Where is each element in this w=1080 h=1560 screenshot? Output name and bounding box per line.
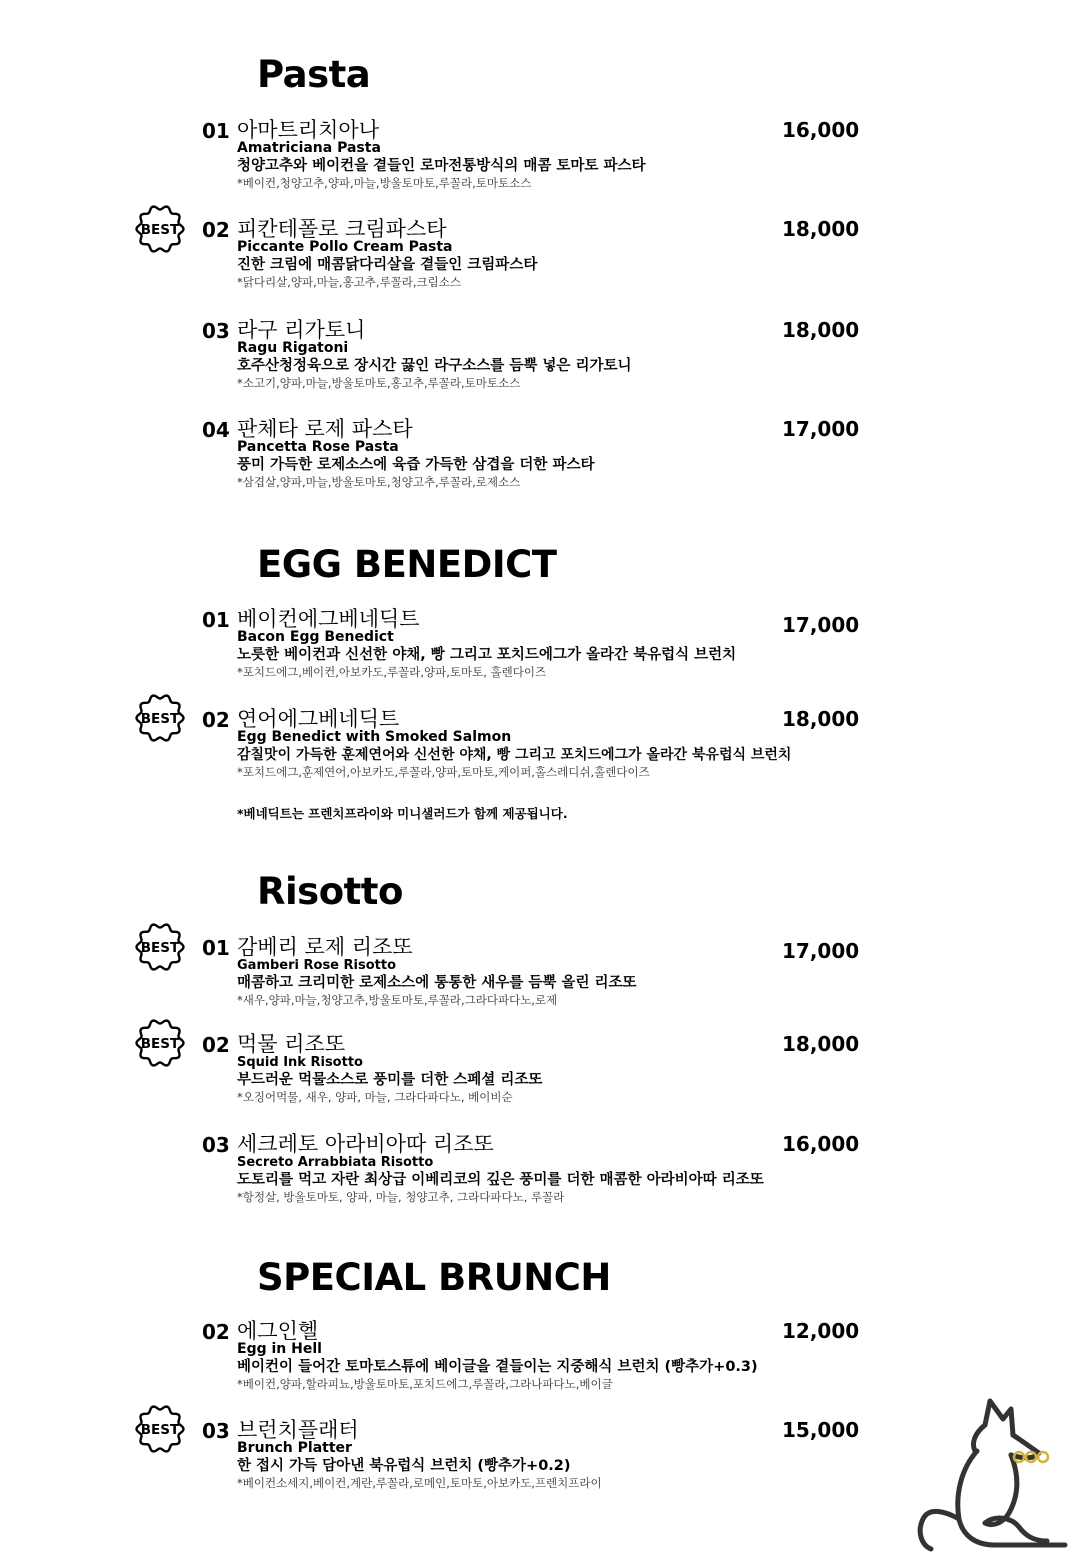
best-badge-label: BEST [140,711,180,727]
item-korean-name: 판체타 로제 파스타 [237,417,413,441]
item-number: 02 [202,1320,230,1344]
item-korean-name: 피칸테폴로 크림파스타 [237,217,447,241]
item-english-name: Gamberi Rose Risotto [237,958,397,973]
item-ingredients: *포치드에그,베이컨,아보카도,루꼴라,양파,토마토, 홀렌다이즈 [237,665,547,679]
item-ingredients: *삼겹살,양파,마늘,방울토마토,청양고추,루꼴라,로제소스 [237,475,521,489]
item-korean-name: 라구 리가토니 [237,318,366,342]
item-korean-name: 아마트리치아나 [237,118,380,142]
item-price: 17,000 [782,417,860,441]
item-number: 03 [202,319,230,343]
cat-logo-icon [915,1395,1070,1553]
item-ingredients: *항정살, 방울토마토, 양파, 마늘, 청양고추, 그라다파다노, 루꼴라 [237,1190,565,1204]
item-price: 18,000 [782,217,860,241]
item-number: 02 [202,218,230,242]
item-number: 01 [202,936,230,960]
item-number: 03 [202,1133,230,1157]
item-ingredients: *베이컨,양파,할라피뇨,방울토마토,포치드에그,루꼴라,그라나파다노,베이글 [237,1377,613,1391]
item-price: 17,000 [782,939,860,963]
item-ingredients: *베이컨소세지,베이컨,계란,루꼴라,로메인,토마토,아보카도,프렌치프라이 [237,1476,602,1490]
item-description: 풍미 가득한 로제소스에 육즙 가득한 삼겹을 더한 파스타 [237,457,595,473]
item-number: 02 [202,708,230,732]
item-english-name: Pancetta Rose Pasta [237,439,399,455]
item-price: 12,000 [782,1319,860,1343]
item-description: 진한 크림에 매콤닭다리살을 곁들인 크림파스타 [237,257,538,273]
item-korean-name: 세크레토 아라비아따 리조또 [237,1132,494,1156]
item-number: 01 [202,119,230,143]
item-english-name: Bacon Egg Benedict [237,629,394,645]
best-badge-label: BEST [140,1422,180,1438]
item-ingredients: *소고기,양파,마늘,방울토마토,홍고추,루꼴라,토마토소스 [237,376,521,390]
item-english-name: Ragu Rigatoni [237,340,349,356]
best-badge [132,1401,188,1457]
item-description: 감칠맛이 가득한 훈제연어와 신선한 야채, 빵 그리고 포치드에그가 올라간 북유럽식 브런치 [237,747,792,763]
item-korean-name: 에그인헬 [237,1319,319,1343]
item-number: 04 [202,418,230,442]
item-number: 01 [202,608,230,632]
item-description: 노릇한 베이컨과 신선한 야채, 빵 그리고 포치드에그가 올라간 북유럽식 브런치 [237,647,737,663]
best-badge [132,1015,188,1071]
item-description: 청양고추와 베이컨을 곁들인 로마전통방식의 매콤 토마토 파스타 [237,158,646,174]
item-ingredients: *새우,양파,마늘,청양고추,방울토마토,루꼴라,그라다파다노,로제 [237,993,558,1007]
section-title-risotto: Risotto [257,870,403,913]
item-price: 17,000 [782,613,860,637]
item-description: 부드러운 먹물소스로 풍미를 더한 스페셜 리조또 [237,1072,543,1088]
item-description: 매콤하고 크리미한 로제소스에 통통한 새우를 듬뿍 올린 리조또 [237,975,637,991]
item-korean-name: 감베리 로제 리조또 [237,935,413,959]
item-price: 18,000 [782,318,860,342]
best-badge-label: BEST [140,940,180,956]
item-price: 15,000 [782,1418,860,1442]
item-english-name: Brunch Platter [237,1440,352,1456]
item-description: 한 접시 가득 담아낸 북유럽식 브런치 (빵추가+0.2) [237,1458,571,1474]
item-number: 03 [202,1419,230,1443]
item-korean-name: 연어에그베네딕트 [237,707,400,731]
item-ingredients: *오징어먹물, 새우, 양파, 마늘, 그라다파다노, 베이비순 [237,1090,513,1104]
item-description: 호주산청정육으로 장시간 끓인 라구소스를 듬뿍 넣은 리가토니 [237,358,632,374]
best-badge [132,201,188,257]
item-ingredients: *포치드에그,훈제연어,아보카도,루꼴라,양파,토마토,케이퍼,홀스레디쉬,홀렌다이즈 [237,765,650,779]
best-badge [132,919,188,975]
item-english-name: Secreto Arrabbiata Risotto [237,1155,434,1170]
section-title-pasta: Pasta [257,53,371,96]
best-badge-label: BEST [140,1036,180,1052]
item-english-name: Squid Ink Risotto [237,1055,363,1070]
item-price: 16,000 [782,118,860,142]
benedict-note: *베네딕트는 프렌치프라이와 미니샐러드가 함께 제공됩니다. [237,806,568,821]
item-ingredients: *베이컨,청양고추,양파,마늘,방울토마토,루꼴라,토마토소스 [237,176,532,190]
item-korean-name: 베이컨에그베네딕트 [237,607,420,631]
item-english-name: Piccante Pollo Cream Pasta [237,239,453,255]
best-badge [132,690,188,746]
best-badge-label: BEST [140,222,180,238]
item-number: 02 [202,1033,230,1057]
item-english-name: Egg in Hell [237,1341,322,1357]
item-price: 16,000 [782,1132,860,1156]
item-ingredients: *닭다리살,양파,마늘,홍고추,루꼴라,크림소스 [237,275,461,289]
item-korean-name: 브런치플래터 [237,1418,359,1442]
item-description: 도토리를 먹고 자란 최상급 이베리코의 깊은 풍미를 더한 매콤한 아라비아따 리조또 [237,1172,764,1188]
item-price: 18,000 [782,1032,860,1056]
item-description: 베이컨이 들어간 토마토스튜에 베이글을 곁들이는 지중해식 브런치 (빵추가+0.3) [237,1359,758,1375]
section-title-special-brunch: SPECIAL BRUNCH [257,1256,611,1299]
item-price: 18,000 [782,707,860,731]
item-korean-name: 먹물 리조또 [237,1032,346,1056]
item-english-name: Egg Benedict with Smoked Salmon [237,729,512,745]
section-title-egg-benedict: EGG BENEDICT [257,543,557,586]
item-english-name: Amatriciana Pasta [237,140,381,156]
